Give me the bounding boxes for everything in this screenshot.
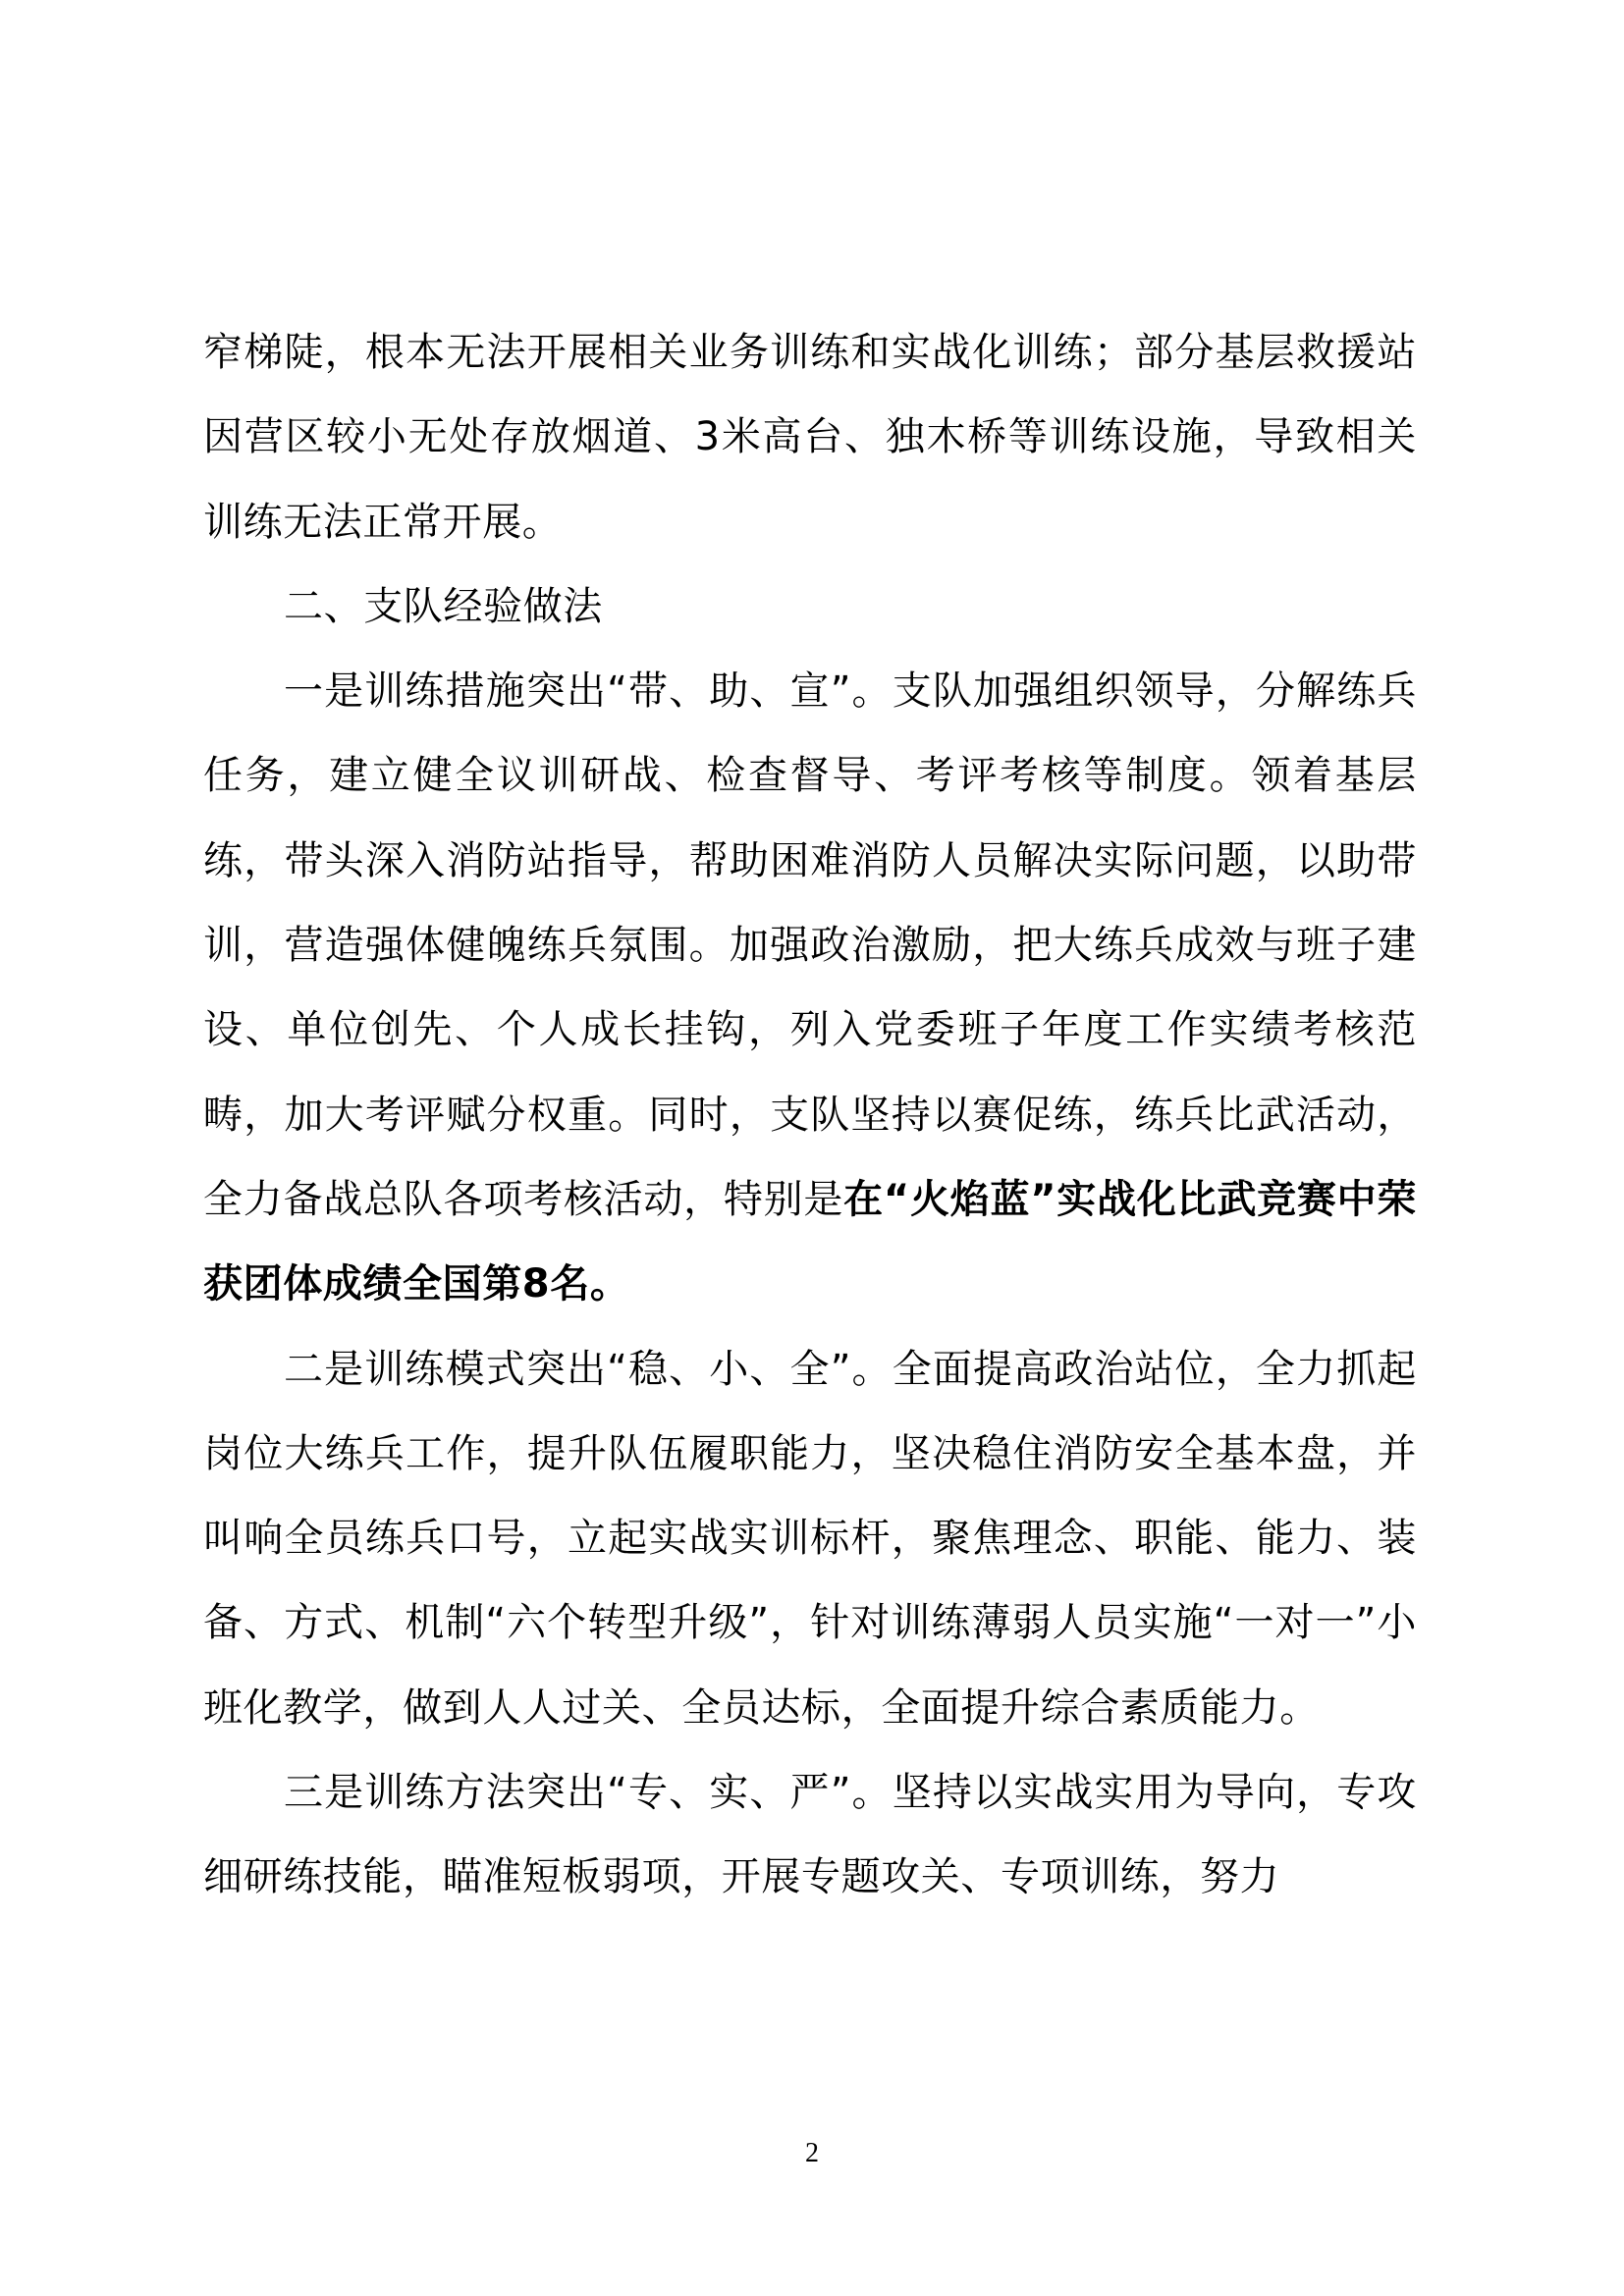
paragraph-training-mode: [203, 1327, 1417, 1750]
paragraph-training-method: [203, 1750, 1417, 1920]
paragraph-training-measures: [203, 649, 1417, 1326]
paragraph-text: 二是训练模式突出“稳、小、全”。全面提高政治站位，全力抓起岗位大练兵工作，提升队伍履职能力，坚决稳住消防安全基本盘，并叫响全员练兵口号，立起实战实训标杆，聚焦理念、职能、能力、装备、方式、机制“六个转型升级”，针对训练薄弱人员实施“一对一”小班化教学，做到人人过关、全员达标，全面提升综合素质能力。: [203, 1346, 1417, 1731]
section-heading-text: 二、支队经验做法: [284, 583, 603, 629]
page-number: 2: [805, 2138, 819, 2168]
paragraph-text: 三是训练方法突出“专、实、严”。坚持以实战实用为导向，专攻细研练技能，瞄准短板弱项，开展专题攻关、专项训练，努力: [203, 1770, 1417, 1900]
paragraph-text: 窄梯陡，根本无法开展相关业务训练和实战化训练；部分基层救援站因营区较小无处存放烟道、3米高台、独木桥等训练设施，导致相关训练无法正常开展。: [203, 330, 1417, 545]
paragraph-continuation: [203, 310, 1417, 564]
paragraph-bold-highlight: 在“火焰蓝”实战化比武竞赛中荣获团体成绩全国第8名。: [203, 1176, 1417, 1308]
document-body: [203, 310, 1417, 1920]
paragraph-text: 一是训练措施突出“带、助、宣”。支队加强组织领导，分解练兵任务，建立健全议训研战、检查督导、考评考核等制度。领着基层练，带头深入消防站指导，帮助困难消防人员解决实际问题，以助带训，营造强体健魄练兵氛围。加强政治激励，把大练兵成效与班子建设、单位创先、个人成长挂钩，列入党委班子年度工作实绩考核范畴，加大考评赋分权重。同时，支队坚持以赛促练，练兵比武活动，全力备战总队各项考核活动，特别是: [203, 668, 1417, 1222]
section-heading: [203, 564, 1417, 649]
